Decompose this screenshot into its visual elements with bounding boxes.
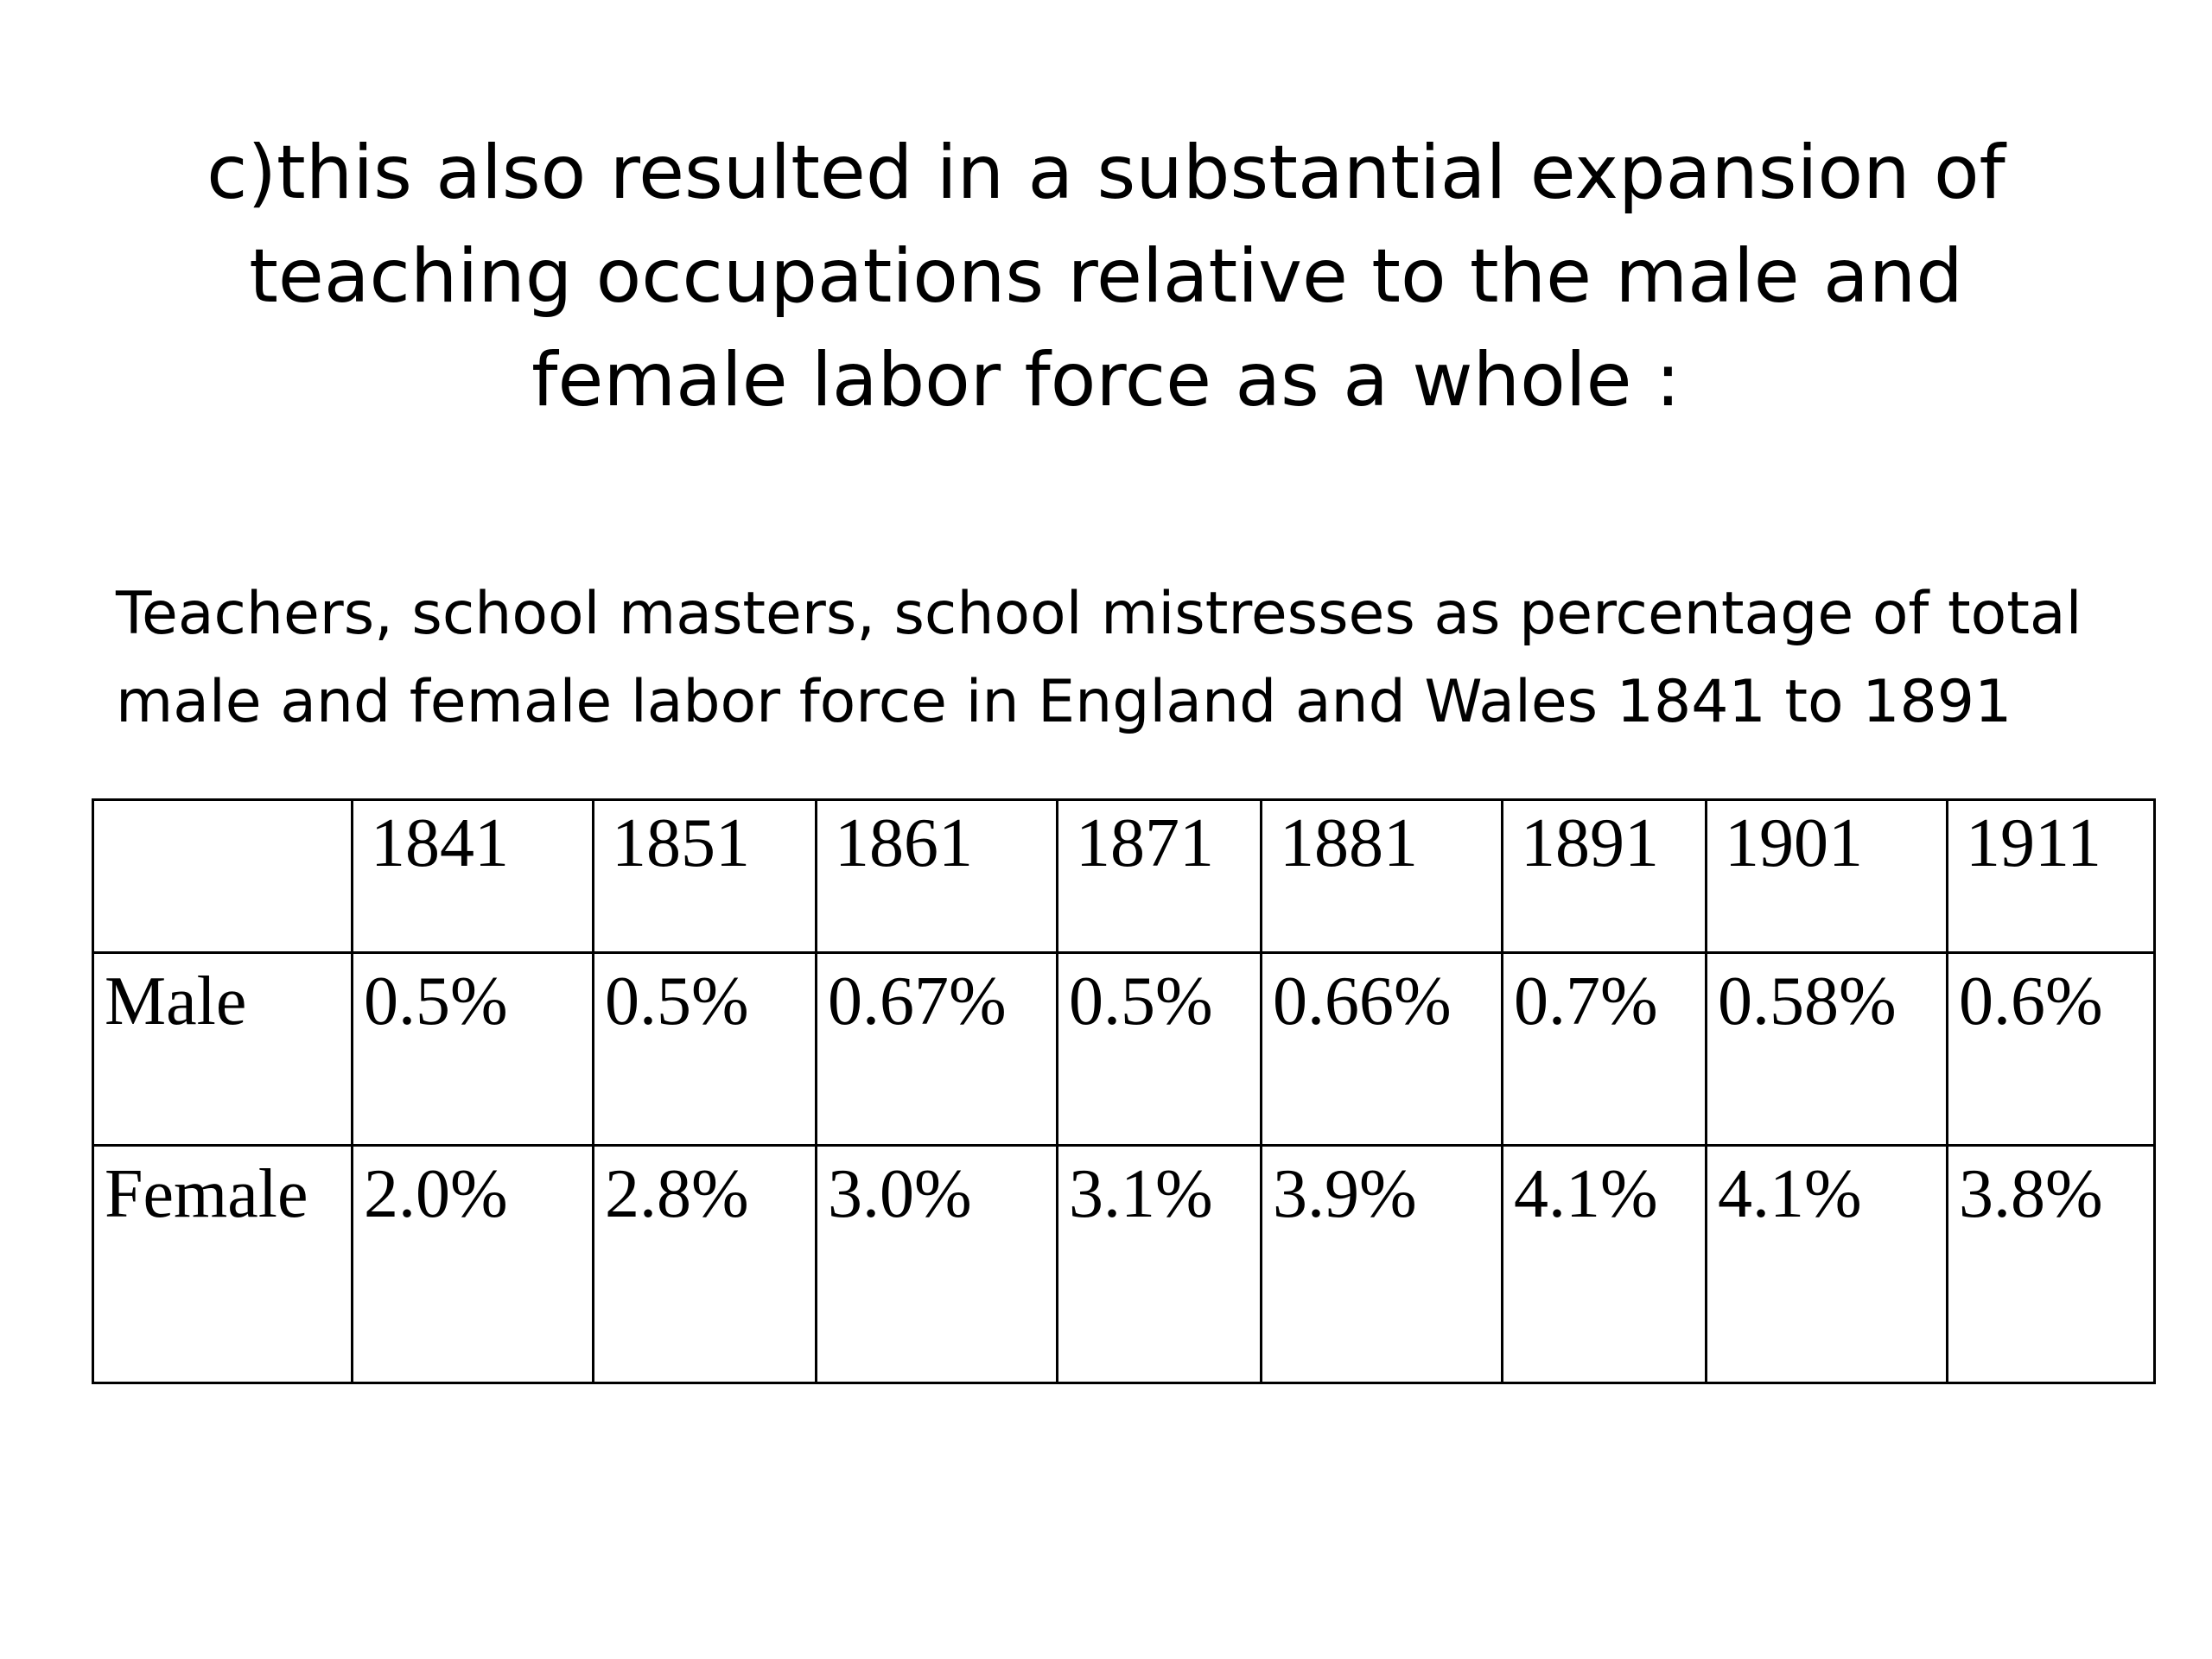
table-cell: 0.66% — [1262, 953, 1503, 1146]
table-row-female — [93, 1146, 2155, 1383]
table-cell: 2.8% — [594, 1146, 817, 1383]
table-caption: Teachers, school masters, school mistresses as percentage of total male and female labor force in England and Wales 1841 to 1891 — [116, 580, 2082, 736]
table-cell: 3.1% — [1058, 1146, 1262, 1383]
table-cell: 3.8% — [1948, 1146, 2155, 1383]
table-cell: 0.5% — [1058, 953, 1262, 1146]
year-header-cell: 1861 — [817, 800, 1058, 953]
table-cell: 0.5% — [353, 953, 594, 1146]
table-cell: 2.0% — [353, 1146, 594, 1383]
table-cell: 4.1% — [1707, 1146, 1948, 1383]
year-header-cell: 1851 — [594, 800, 817, 953]
table-header-row — [93, 800, 2155, 953]
year-header-cell: 1871 — [1058, 800, 1262, 953]
corner-cell — [93, 800, 353, 953]
year-header-cell: 1891 — [1503, 800, 1707, 953]
year-header-cell: 1911 — [1948, 800, 2155, 953]
row-label-cell: Male — [93, 953, 353, 1146]
table-cell: 4.1% — [1503, 1146, 1707, 1383]
table-row-male — [93, 953, 2155, 1146]
table-cell: 0.7% — [1503, 953, 1707, 1146]
row-label-cell: Female — [93, 1146, 353, 1383]
table-cell: 3.0% — [817, 1146, 1058, 1383]
slide-title: c)this also resulted in a substantial expansion of teaching occupations relative to the male and female labor force as a whole : — [207, 130, 2005, 423]
table-cell: 0.5% — [594, 953, 817, 1146]
year-header-cell: 1901 — [1707, 800, 1948, 953]
table-cell: 0.6% — [1948, 953, 2155, 1146]
table-cell: 3.9% — [1262, 1146, 1503, 1383]
year-header-cell: 1841 — [353, 800, 594, 953]
data-table — [92, 798, 2156, 1384]
year-header-cell: 1881 — [1262, 800, 1503, 953]
table-cell: 0.58% — [1707, 953, 1948, 1146]
table-cell: 0.67% — [817, 953, 1058, 1146]
